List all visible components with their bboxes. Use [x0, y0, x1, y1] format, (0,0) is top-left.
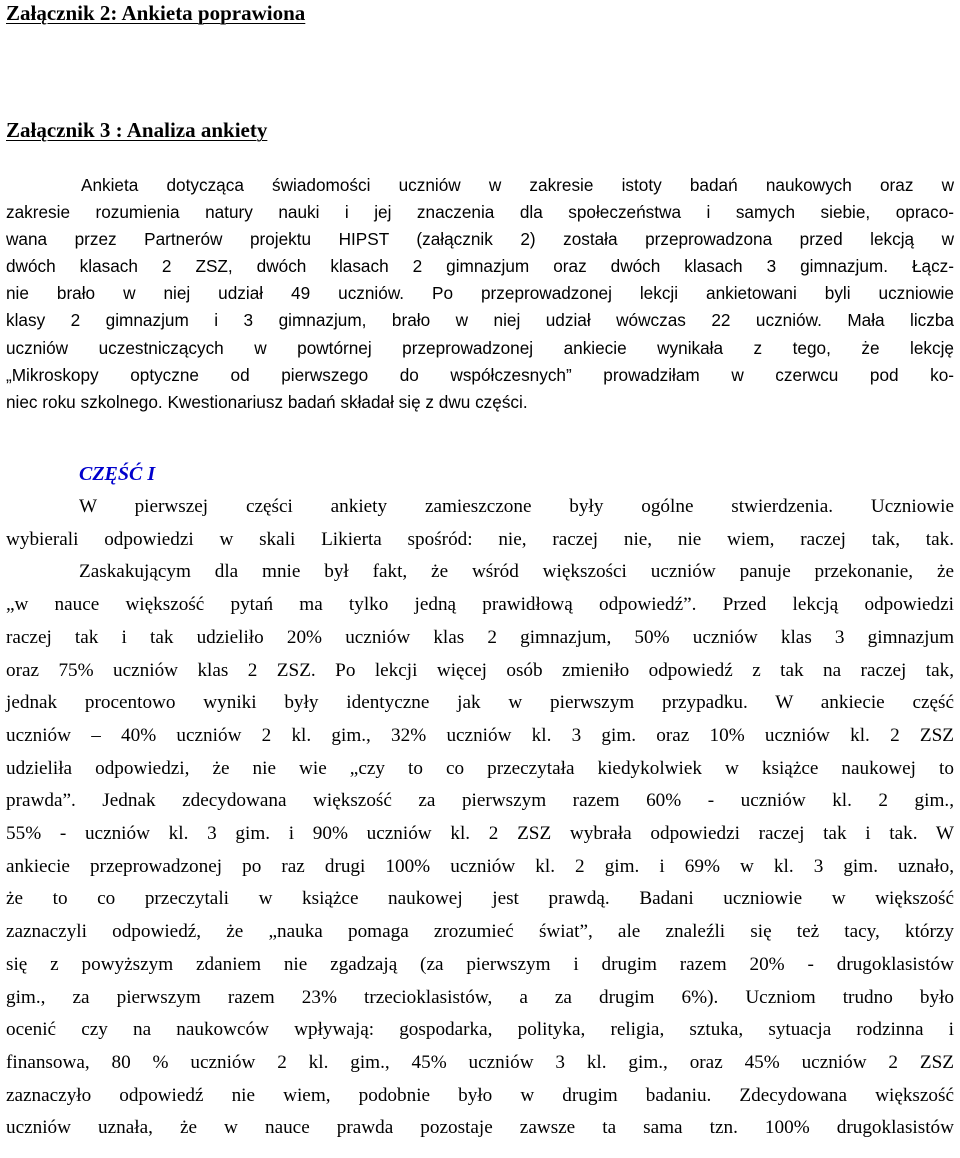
body-line: jednak procentowo wyniki były identyczne jak w pierwszym przypadku. W ankiecie część	[6, 692, 954, 714]
body-line: „w nauce większość pytań ma tylko jedną prawidłową odpowiedź”. Przed lekcją odpowiedzi	[6, 594, 954, 616]
body-line: raczej tak i tak udzieliło 20% uczniów klas 2 gimnazjum, 50% uczniów klas 3 gimnazjum	[6, 626, 954, 648]
body-line: wybierali odpowiedzi w skali Likierta spośród: nie, raczej nie, nie wiem, raczej tak, tak.	[6, 528, 954, 550]
intro-line: dwóch klasach 2 ZSZ, dwóch klasach 2 gimnazjum oraz dwóch klasach 3 gimnazjum. Łącz-	[6, 256, 954, 277]
body-line: finansowa, 80 % uczniów 2 kl. gim., 45% uczniów 3 kl. gim., oraz 45% uczniów 2 ZSZ	[6, 1051, 954, 1073]
appendix-2-heading: Załącznik 2: Ankieta poprawiona	[6, 1, 306, 25]
body-line: 55% - uczniów kl. 3 gim. i 90% uczniów kl. 2 ZSZ wybrała odpowiedzi raczej tak i tak. W	[6, 823, 954, 845]
intro-line: zakresie rozumienia natury nauki i jej znaczenia dla społeczeństwa i samych siebie, opraco-	[6, 202, 954, 223]
body-line: udzieliła odpowiedzi, że nie wie „czy to co przeczytała kiedykolwiek w książce naukowej to	[6, 757, 954, 779]
intro-line: klasy 2 gimnazjum i 3 gimnazjum, brało w niej udział wówczas 22 uczniów. Mała liczba	[6, 310, 954, 331]
body-line: W pierwszej części ankiety zamieszczone były ogólne stwierdzenia. Uczniowie	[79, 496, 954, 517]
intro-line: wana przez Partnerów projektu HIPST (załącznik 2) została przeprowadzona przed lekcją w	[6, 229, 954, 250]
body-line: uczniów uznała, że w nauce prawda pozostaje zawsze ta sama tzn. 100% drugoklasistów	[6, 1117, 954, 1139]
body-line: oraz 75% uczniów klas 2 ZSZ. Po lekcji więcej osób zmieniło odpowiedź z tak na raczej tak,	[6, 659, 954, 681]
part-1-title: CZĘŚĆ I	[79, 463, 156, 485]
body-line: zaznaczyło odpowiedź nie wiem, podobnie było w drugim badaniu. Zdecydowana większość	[6, 1084, 954, 1106]
body-line: ankiecie przeprowadzonej po raz drugi 100% uczniów kl. 2 gim. i 69% w kl. 3 gim. uznało,	[6, 855, 954, 877]
body-line: ocenić czy na naukowców wpływają: gospodarka, polityka, religia, sztuka, sytuacja rodzinna i	[6, 1019, 954, 1041]
intro-line: Ankieta dotycząca świadomości uczniów w zakresie istoty badań naukowych oraz w	[81, 175, 954, 195]
body-line: uczniów – 40% uczniów 2 kl. gim., 32% uczniów kl. 3 gim. oraz 10% uczniów kl. 2 ZSZ	[6, 724, 954, 746]
intro-paragraph	[6, 172, 954, 416]
appendix-3-heading: Załącznik 3 : Analiza ankiety	[6, 118, 268, 142]
part-1-body	[6, 491, 954, 1145]
intro-line: nie brało w niej udział 49 uczniów. Po przeprowadzonej lekcji ankietowani byli uczniowie	[6, 283, 954, 304]
intro-line: niec roku szkolnego. Kwestionariusz badań składał się z dwu części.	[6, 391, 528, 412]
body-line: Zaskakującym dla mnie był fakt, że wśród większości uczniów panuje przekonanie, że	[79, 561, 954, 583]
intro-line: uczniów uczestniczących w powtórnej przeprowadzonej ankiecie wynikała z tego, że lekcję	[6, 337, 954, 358]
body-line: prawda”. Jednak zdecydowana większość za pierwszym razem 60% - uczniów kl. 2 gim.,	[6, 790, 954, 812]
body-line: się z powyższym zdaniem nie zgadzają (za pierwszym i drugim razem 20% - drugoklasistów	[6, 953, 954, 975]
body-line: zaznaczyli odpowiedź, że „nauka pomaga zrozumieć świat”, ale znaleźli się też tacy, którzy	[6, 921, 954, 943]
body-line: że to co przeczytali w książce naukowej jest prawdą. Badani uczniowie w większość	[6, 888, 954, 910]
intro-line: „Mikroskopy optyczne od pierwszego do współczesnych” prowadziłam w czerwcu pod ko-	[6, 364, 954, 385]
body-line: gim., za pierwszym razem 23% trzecioklasistów, a za drugim 6%). Uczniom trudno było	[6, 986, 954, 1008]
